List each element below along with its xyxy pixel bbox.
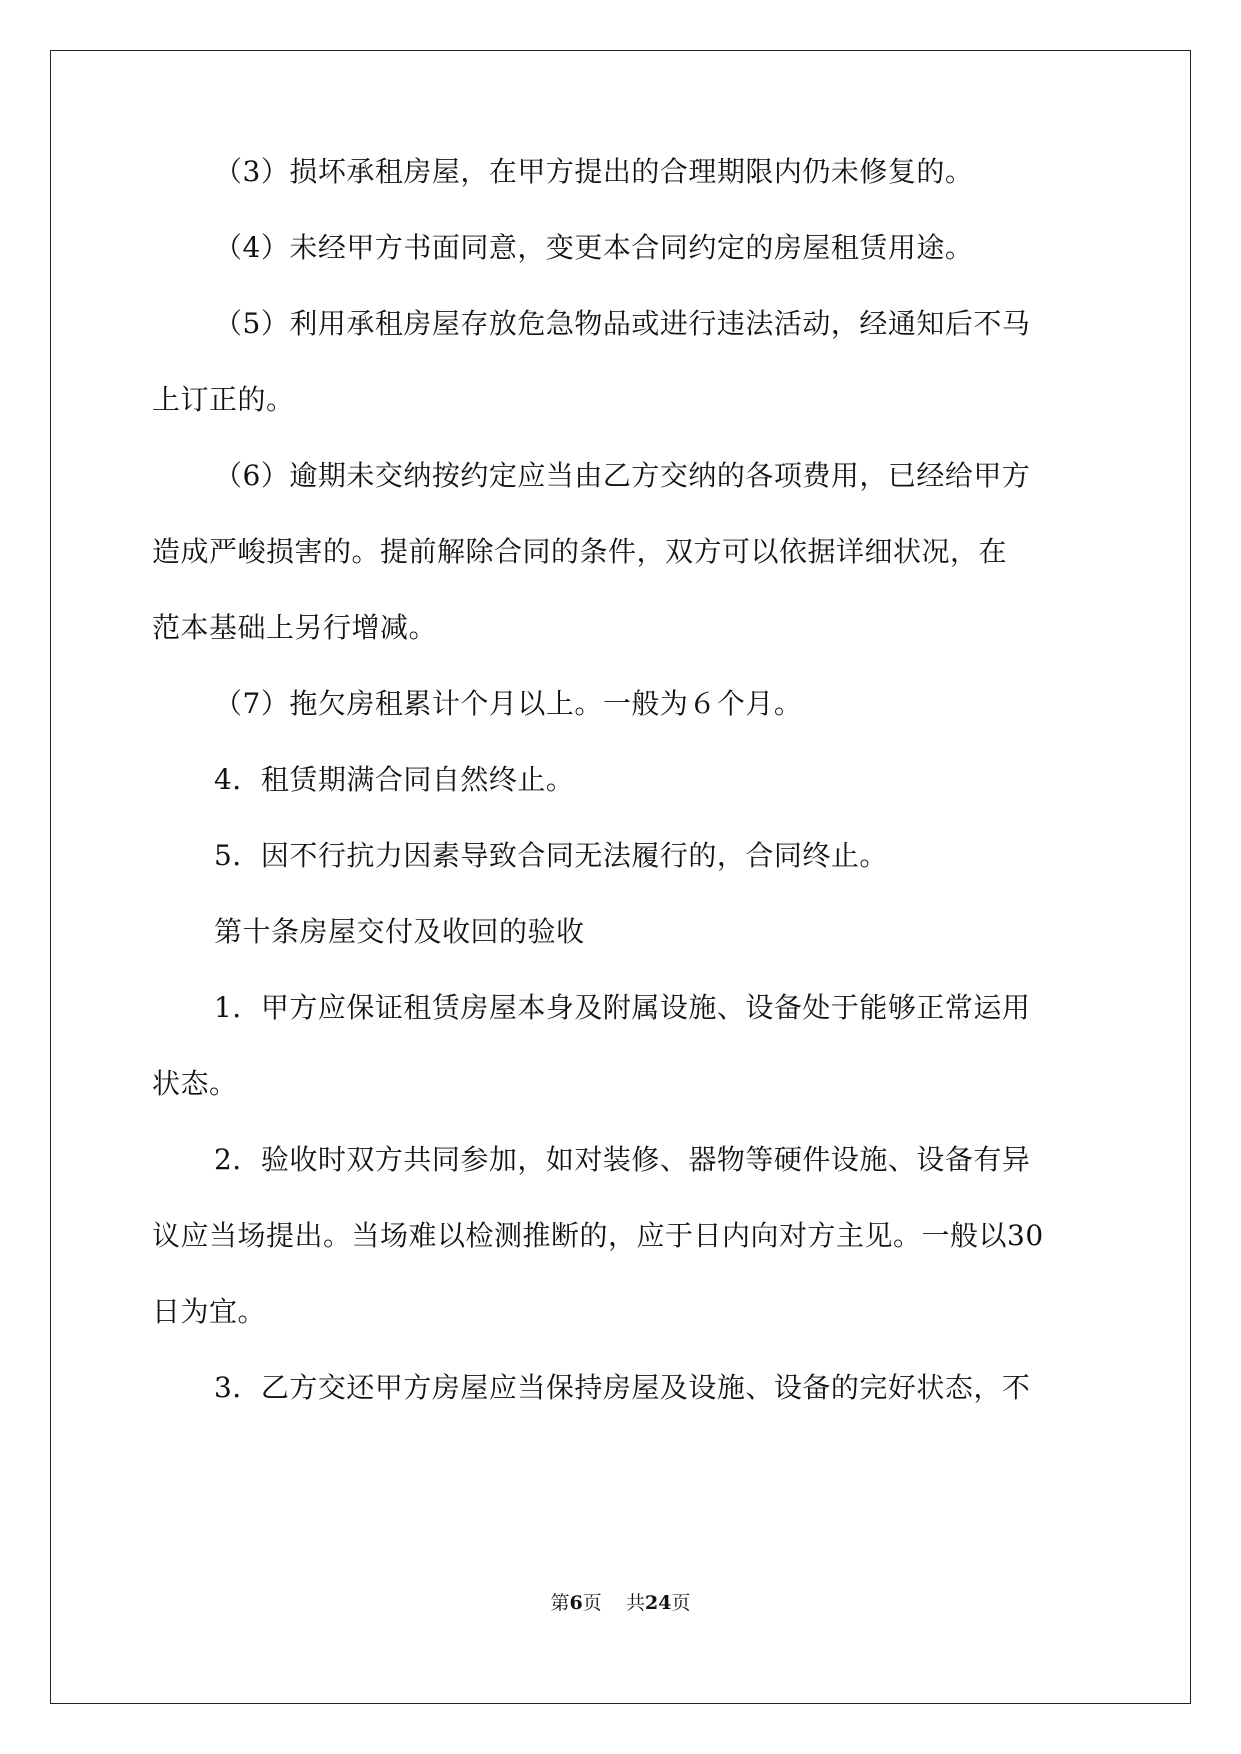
paragraph-line: 上订正的。 <box>152 383 295 416</box>
paragraph-line: （5）利用承租房屋存放危急物品或进行违法活动，经通知后不马 <box>214 307 1031 340</box>
section-heading: 第十条房屋交付及收回的验收 <box>214 915 585 948</box>
page-footer <box>0 1591 1241 1615</box>
paragraph-line: 日为宜。 <box>152 1295 267 1328</box>
total-prefix: 共 <box>625 1592 645 1614</box>
paragraph-line: （6）逾期未交纳按约定应当由乙方交纳的各项费用，已经给甲方 <box>214 459 1031 492</box>
total-suffix: 页 <box>671 1592 691 1614</box>
page-suffix: 页 <box>582 1592 602 1614</box>
total-pages: 24 <box>644 1592 672 1614</box>
paragraph-line: （4）未经甲方书面同意，变更本合同约定的房屋租赁用途。 <box>214 231 974 264</box>
paragraph-line: 议应当场提出。当场难以检测推断的，应于日内向对方主见。一般以30 <box>152 1219 1044 1252</box>
paragraph-line: 范本基础上另行增减。 <box>152 611 438 644</box>
paragraph-line: （7）拖欠房租累计个月以上。一般为６个月。 <box>214 687 803 720</box>
paragraph-line: 3．乙方交还甲方房屋应当保持房屋及设施、设备的完好状态，不 <box>214 1371 1031 1404</box>
paragraph-line: 1．甲方应保证租赁房屋本身及附属设施、设备处于能够正常运用 <box>214 991 1031 1024</box>
paragraph-line: 4．租赁期满合同自然终止。 <box>214 763 575 796</box>
page-prefix: 第 <box>550 1592 570 1614</box>
paragraph-line: 造成严峻损害的。提前解除合同的条件，双方可以依据详细状况，在 <box>152 535 1008 568</box>
paragraph-line: 2．验收时双方共同参加，如对装修、器物等硬件设施、设备有异 <box>214 1143 1031 1176</box>
paragraph-line: 5．因不行抗力因素导致合同无法履行的，合同终止。 <box>214 839 888 872</box>
paragraph-line: 状态。 <box>152 1067 238 1100</box>
page-number: 6 <box>569 1592 583 1614</box>
paragraph-line: （3）损坏承租房屋，在甲方提出的合理期限内仍未修复的。 <box>214 155 974 188</box>
page-border <box>50 50 1191 1704</box>
